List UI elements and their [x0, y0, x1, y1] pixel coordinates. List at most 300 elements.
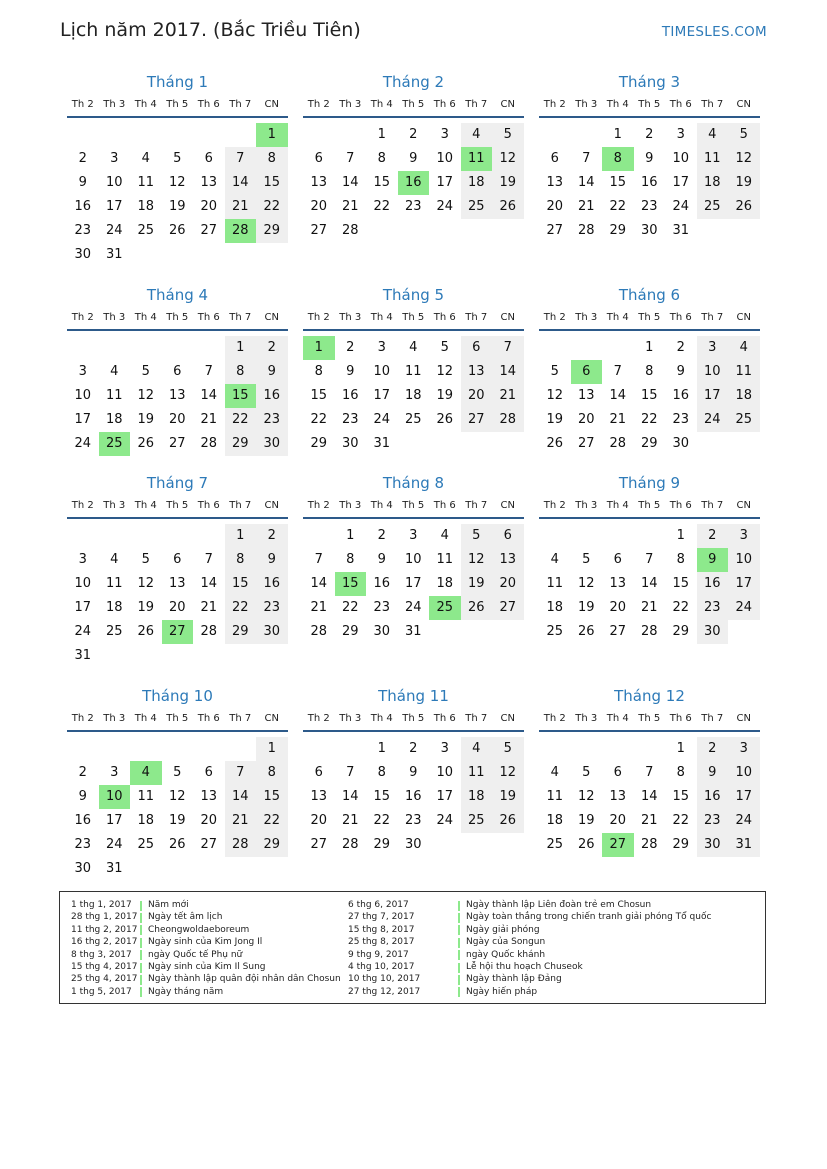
legend-marker [140, 950, 142, 960]
day-cell: 12 [137, 576, 155, 591]
weekday-label: Th 5 [402, 99, 425, 110]
day-cell: 20 [200, 813, 218, 828]
day-cell: 12 [492, 761, 524, 785]
day-cell: 24 [728, 809, 760, 833]
day-cell: 15 [225, 572, 257, 596]
day-cell: 29 [225, 432, 257, 456]
day-cell: 27 [461, 408, 493, 432]
weekday-header [539, 713, 760, 728]
month-8 [303, 474, 524, 674]
weekday-label: Th 7 [229, 713, 252, 724]
weekday-header [303, 312, 524, 327]
day-cell: 9 [377, 552, 386, 567]
legend-marker [458, 913, 460, 923]
legend-date: 11 thg 2, 2017 [71, 924, 138, 935]
day-cell: 8 [225, 360, 257, 384]
weekday-header [303, 500, 524, 515]
day-cell: 7 [204, 552, 213, 567]
day-cell: 21 [225, 809, 257, 833]
day-cell: 20 [168, 412, 186, 427]
legend-item [71, 973, 346, 986]
day-cell: 13 [168, 576, 186, 591]
day-cell: 10 [672, 151, 690, 166]
day-cell: 19 [461, 572, 493, 596]
day-cell: 11 [728, 360, 760, 384]
day-cell: 26 [168, 837, 186, 852]
day-cell: 22 [640, 412, 658, 427]
month-name: Tháng 5 [382, 286, 445, 304]
day-cell: 16 [697, 785, 729, 809]
weekday-header [67, 99, 288, 114]
day-cell: 22 [310, 412, 328, 427]
day-cell: 6 [314, 765, 323, 780]
day-cell: 19 [728, 171, 760, 195]
day-cell: 16 [74, 813, 92, 828]
weekday-label: Th 4 [134, 713, 157, 724]
day-cell: 21 [200, 412, 218, 427]
day-cell: 4 [110, 364, 119, 379]
day-cell: 29 [373, 837, 391, 852]
day-cell: 15 [672, 576, 690, 591]
day-cell: 13 [546, 175, 564, 190]
weekday-label: Th 6 [669, 312, 692, 323]
day-cell: 23 [341, 412, 359, 427]
legend-item [348, 911, 758, 924]
legend-name: ngày Quốc khánh [466, 949, 546, 960]
day-cell: 24 [105, 837, 123, 852]
day-cell: 19 [168, 199, 186, 214]
day-cell: 14 [577, 175, 595, 190]
day-cell: 27 [577, 436, 595, 451]
weekday-label: Th 7 [701, 99, 724, 110]
legend-name: Ngày của Songun [466, 937, 546, 948]
day-cell: 8 [645, 364, 654, 379]
weekday-label: Th 6 [433, 312, 456, 323]
day-cell: 2 [645, 127, 654, 142]
day-cell: 14 [609, 388, 627, 403]
day-cell: 6 [204, 765, 213, 780]
day-cell: 3 [440, 741, 449, 756]
day-cell: 15 [373, 789, 391, 804]
day-cell: 15 [640, 388, 658, 403]
day-cell: 29 [310, 436, 328, 451]
day-cell: 15 [256, 785, 288, 809]
day-cell: 28 [341, 223, 359, 238]
day-cell: 24 [436, 199, 454, 214]
day-cell: 22 [672, 600, 690, 615]
day-cell: 21 [640, 600, 658, 615]
month-name: Tháng 7 [146, 474, 209, 492]
day-cell: 10 [436, 765, 454, 780]
day-cell: 7 [645, 765, 654, 780]
day-cell: 10 [373, 364, 391, 379]
day-cell: 14 [341, 175, 359, 190]
weekday-label: CN [736, 99, 751, 110]
weekday-label: Th 7 [229, 99, 252, 110]
weekday-header [67, 500, 288, 515]
legend-name: Năm mới [148, 900, 189, 910]
holiday-day-cell: 4 [130, 761, 162, 785]
day-cell: 29 [672, 624, 690, 639]
day-cell: 19 [168, 813, 186, 828]
day-cell: 22 [373, 199, 391, 214]
day-cell: 26 [577, 837, 595, 852]
month-1 [67, 73, 288, 273]
day-cell: 19 [577, 813, 595, 828]
day-cell: 30 [74, 247, 92, 262]
holiday-day-cell: 16 [398, 171, 430, 195]
weekday-label: Th 6 [433, 713, 456, 724]
month-name: Tháng 10 [142, 687, 213, 705]
day-cell: 28 [640, 624, 658, 639]
day-cell: 8 [346, 552, 355, 567]
day-cell: 29 [225, 620, 257, 644]
day-cell: 12 [577, 789, 595, 804]
header-divider [539, 329, 760, 331]
day-cell: 25 [404, 412, 422, 427]
day-cell: 18 [546, 813, 564, 828]
day-cell: 30 [672, 436, 690, 451]
weekday-label: CN [264, 713, 279, 724]
day-cell: 20 [577, 412, 595, 427]
day-cell: 8 [256, 147, 288, 171]
day-cell: 18 [461, 171, 493, 195]
day-cell: 28 [577, 223, 595, 238]
legend-date: 27 thg 7, 2017 [348, 912, 415, 923]
weekday-header [67, 713, 288, 728]
day-cell: 24 [74, 436, 92, 451]
day-cell: 29 [256, 219, 288, 243]
weekday-label: Th 3 [575, 500, 598, 511]
legend-item [348, 899, 758, 912]
day-cell: 1 [377, 741, 386, 756]
day-cell: 1 [256, 737, 288, 761]
holiday-day-cell: 6 [571, 360, 603, 384]
day-cell: 20 [200, 199, 218, 214]
day-cell: 16 [256, 572, 288, 596]
day-cell: 26 [546, 436, 564, 451]
month-12 [539, 687, 760, 887]
legend-marker [458, 901, 460, 911]
day-cell: 12 [461, 548, 493, 572]
day-cell: 30 [373, 624, 391, 639]
day-cell: 9 [346, 364, 355, 379]
day-cell: 4 [461, 737, 493, 761]
day-cell: 21 [341, 199, 359, 214]
day-cell: 3 [676, 127, 685, 142]
weekday-label: Th 4 [134, 99, 157, 110]
day-cell: 24 [373, 412, 391, 427]
legend-item [71, 911, 346, 924]
weekday-label: Th 7 [701, 312, 724, 323]
day-cell: 13 [200, 175, 218, 190]
weekday-label: Th 3 [339, 713, 362, 724]
day-cell: 22 [225, 408, 257, 432]
day-cell: 16 [74, 199, 92, 214]
header-divider [303, 517, 524, 519]
day-cell: 31 [728, 833, 760, 857]
legend-item [348, 936, 758, 949]
weekday-label: CN [500, 500, 515, 511]
day-cell: 7 [225, 761, 257, 785]
month-11 [303, 687, 524, 887]
legend-marker [140, 938, 142, 948]
holiday-day-cell: 9 [697, 548, 729, 572]
day-cell: 23 [672, 412, 690, 427]
weekday-label: Th 5 [402, 312, 425, 323]
day-cell: 22 [373, 813, 391, 828]
day-cell: 4 [440, 528, 449, 543]
weekday-label: Th 6 [669, 500, 692, 511]
day-cell: 2 [676, 340, 685, 355]
day-cell: 24 [105, 223, 123, 238]
legend-marker [140, 901, 142, 911]
header-divider [67, 730, 288, 732]
weekday-label: Th 4 [606, 500, 629, 511]
day-cell: 16 [404, 789, 422, 804]
legend-name: Ngày tết âm lịch [148, 912, 223, 923]
day-cell: 15 [256, 171, 288, 195]
day-cell: 9 [256, 548, 288, 572]
day-cell: 21 [310, 600, 328, 615]
legend-name: Lễ hội thu hoạch Chuseok [466, 962, 583, 972]
day-cell: 9 [409, 765, 418, 780]
day-cell: 12 [168, 175, 186, 190]
day-cell: 26 [137, 624, 155, 639]
day-cell: 4 [110, 552, 119, 567]
header-divider [67, 329, 288, 331]
weekday-label: Th 6 [197, 713, 220, 724]
weekday-label: Th 5 [166, 99, 189, 110]
day-cell: 7 [492, 336, 524, 360]
day-cell: 16 [697, 572, 729, 596]
day-cell: 21 [577, 199, 595, 214]
day-cell: 28 [200, 436, 218, 451]
day-cell: 2 [377, 528, 386, 543]
day-cell: 27 [492, 596, 524, 620]
day-cell: 18 [404, 388, 422, 403]
day-cell: 17 [672, 175, 690, 190]
day-cell: 5 [582, 765, 591, 780]
day-cell: 11 [461, 761, 493, 785]
day-cell: 13 [310, 175, 328, 190]
day-cell: 7 [582, 151, 591, 166]
day-cell: 1 [613, 127, 622, 142]
weekday-label: CN [264, 99, 279, 110]
weekday-label: CN [500, 713, 515, 724]
holiday-day-cell: 25 [429, 596, 461, 620]
day-cell: 13 [609, 789, 627, 804]
day-cell: 23 [640, 199, 658, 214]
weekday-label: Th 2 [71, 713, 94, 724]
weekday-label: Th 5 [638, 312, 661, 323]
day-cell: 31 [672, 223, 690, 238]
day-cell: 6 [173, 552, 182, 567]
holiday-legend [59, 891, 766, 1004]
holiday-day-cell: 1 [303, 336, 335, 360]
day-cell: 7 [645, 552, 654, 567]
holiday-day-cell: 27 [602, 833, 634, 857]
legend-name: Ngày thành lập quân đội nhân dân Chosun [148, 974, 341, 985]
day-cell: 22 [256, 809, 288, 833]
month-name: Tháng 6 [618, 286, 681, 304]
day-cell: 15 [672, 789, 690, 804]
day-cell: 8 [676, 552, 685, 567]
weekday-label: CN [264, 500, 279, 511]
day-cell: 6 [314, 151, 323, 166]
day-cell: 3 [440, 127, 449, 142]
weekday-label: Th 4 [134, 312, 157, 323]
weekday-label: Th 3 [575, 99, 598, 110]
day-cell: 31 [373, 436, 391, 451]
day-cell: 21 [200, 600, 218, 615]
day-cell: 1 [676, 741, 685, 756]
weekday-label: Th 3 [103, 99, 126, 110]
weekday-label: Th 2 [543, 99, 566, 110]
holiday-day-cell: 27 [162, 620, 194, 644]
day-cell: 20 [492, 572, 524, 596]
day-cell: 25 [461, 195, 493, 219]
day-cell: 14 [640, 789, 658, 804]
day-cell: 16 [341, 388, 359, 403]
day-cell: 2 [697, 524, 729, 548]
day-cell: 5 [728, 123, 760, 147]
page-title: Lịch năm 2017. (Bắc Triều Tiên) [60, 19, 361, 41]
weekday-label: Th 3 [339, 500, 362, 511]
weekday-label: Th 4 [370, 713, 393, 724]
day-cell: 23 [74, 223, 92, 238]
day-cell: 13 [577, 388, 595, 403]
legend-date: 8 thg 3, 2017 [71, 949, 132, 960]
day-cell: 20 [168, 600, 186, 615]
weekday-label: Th 7 [465, 713, 488, 724]
day-cell: 4 [141, 151, 150, 166]
weekday-label: Th 2 [307, 312, 330, 323]
legend-name: Ngày hiến pháp [466, 986, 538, 997]
day-cell: 17 [436, 175, 454, 190]
weekday-label: Th 6 [433, 99, 456, 110]
day-cell: 17 [105, 199, 123, 214]
header-divider [539, 116, 760, 118]
day-cell: 30 [404, 837, 422, 852]
day-cell: 7 [225, 147, 257, 171]
legend-item [348, 949, 758, 962]
day-cell: 7 [613, 364, 622, 379]
day-cell: 2 [409, 741, 418, 756]
day-cell: 17 [105, 813, 123, 828]
day-cell: 6 [492, 524, 524, 548]
legend-item [348, 961, 758, 974]
day-cell: 12 [137, 388, 155, 403]
day-cell: 14 [341, 789, 359, 804]
day-cell: 12 [492, 147, 524, 171]
day-cell: 19 [546, 412, 564, 427]
day-cell: 9 [409, 151, 418, 166]
day-cell: 2 [409, 127, 418, 142]
day-cell: 22 [609, 199, 627, 214]
weekday-label: Th 2 [543, 312, 566, 323]
header-divider [539, 517, 760, 519]
day-cell: 9 [78, 175, 87, 190]
day-cell: 30 [74, 861, 92, 876]
holiday-day-cell: 28 [225, 219, 257, 243]
day-cell: 5 [582, 552, 591, 567]
day-cell: 30 [256, 620, 288, 644]
day-cell: 25 [137, 837, 155, 852]
day-cell: 19 [137, 600, 155, 615]
weekday-label: Th 5 [402, 500, 425, 511]
day-cell: 23 [404, 199, 422, 214]
day-cell: 27 [200, 837, 218, 852]
weekday-label: Th 6 [433, 500, 456, 511]
weekday-label: Th 4 [370, 500, 393, 511]
day-cell: 17 [697, 384, 729, 408]
site-link[interactable]: TIMESLES.COM [661, 24, 767, 40]
day-cell: 3 [728, 524, 760, 548]
weekday-label: CN [736, 312, 751, 323]
day-cell: 12 [577, 576, 595, 591]
weekday-label: Th 5 [166, 312, 189, 323]
day-cell: 5 [173, 151, 182, 166]
weekday-header [67, 312, 288, 327]
holiday-day-cell: 15 [335, 572, 367, 596]
day-cell: 30 [697, 620, 729, 644]
day-cell: 26 [577, 624, 595, 639]
legend-date: 9 thg 9, 2017 [348, 949, 409, 960]
month-4 [67, 286, 288, 486]
day-cell: 18 [461, 785, 493, 809]
day-cell: 21 [609, 412, 627, 427]
weekday-label: Th 5 [638, 713, 661, 724]
day-cell: 6 [613, 765, 622, 780]
day-cell: 25 [546, 624, 564, 639]
day-cell: 19 [436, 388, 454, 403]
day-cell: 25 [137, 223, 155, 238]
day-cell: 8 [314, 364, 323, 379]
weekday-label: Th 7 [229, 500, 252, 511]
day-cell: 17 [436, 789, 454, 804]
day-cell: 23 [256, 408, 288, 432]
day-cell: 30 [341, 436, 359, 451]
day-cell: 21 [640, 813, 658, 828]
day-cell: 26 [492, 809, 524, 833]
day-cell: 13 [168, 388, 186, 403]
legend-date: 6 thg 6, 2017 [348, 900, 409, 910]
day-cell: 14 [492, 360, 524, 384]
day-cell: 22 [256, 195, 288, 219]
day-cell: 4 [409, 340, 418, 355]
day-cell: 11 [546, 576, 564, 591]
legend-date: 10 thg 10, 2017 [348, 974, 421, 985]
day-cell: 5 [141, 364, 150, 379]
header-divider [303, 329, 524, 331]
day-cell: 27 [200, 223, 218, 238]
day-cell: 30 [697, 833, 729, 857]
day-cell: 26 [461, 596, 493, 620]
day-cell: 26 [137, 436, 155, 451]
day-cell: 2 [697, 737, 729, 761]
day-cell: 5 [492, 123, 524, 147]
day-cell: 29 [341, 624, 359, 639]
day-cell: 10 [697, 360, 729, 384]
day-cell: 3 [409, 528, 418, 543]
day-cell: 25 [461, 809, 493, 833]
month-name: Tháng 11 [378, 687, 449, 705]
day-cell: 26 [728, 195, 760, 219]
day-cell: 22 [672, 813, 690, 828]
holiday-day-cell: 25 [99, 432, 131, 456]
legend-name: Ngày thành lập Liên đoàn trẻ em Chosun [466, 900, 652, 910]
